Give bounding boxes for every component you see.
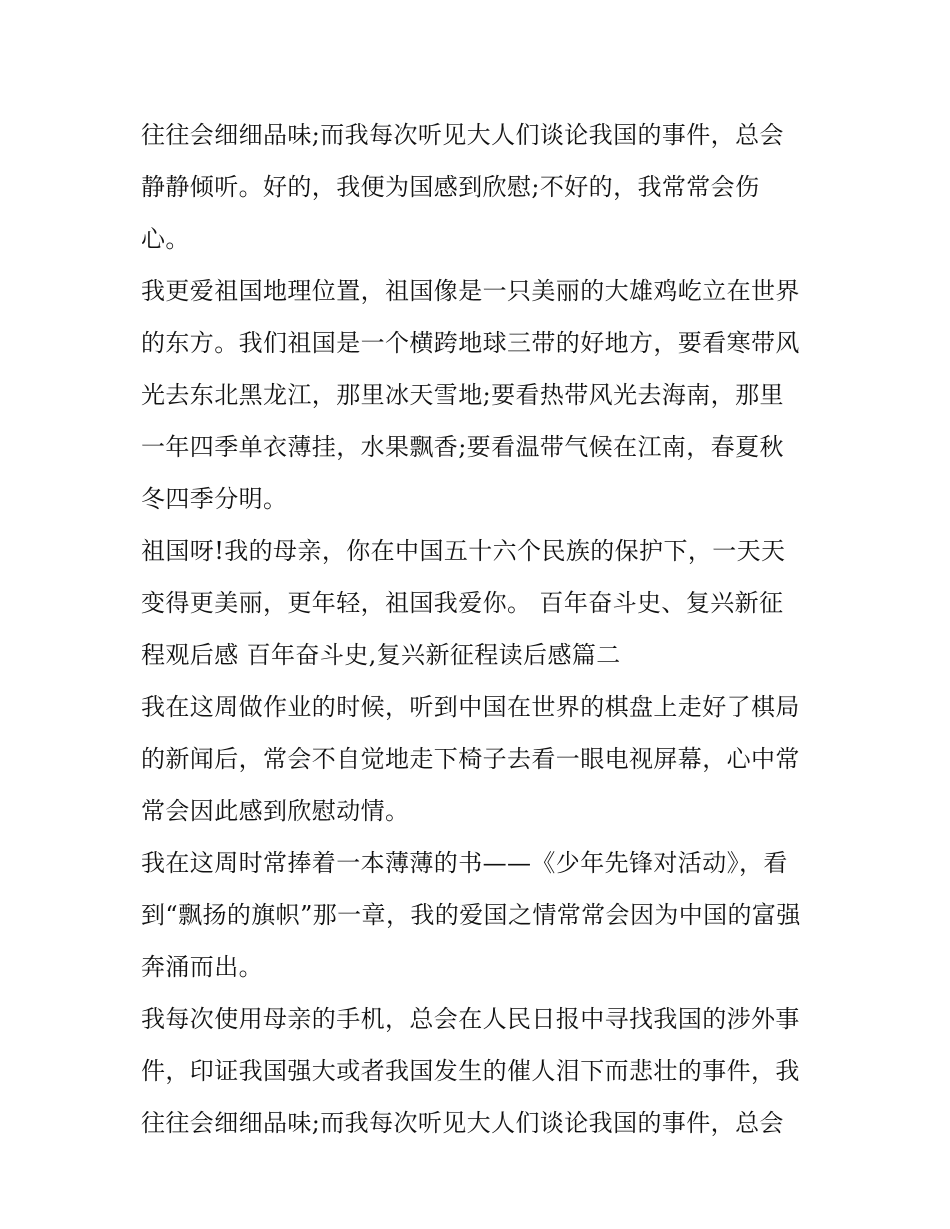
text-line: 程观后感 百年奋斗史,复兴新征程读后感篇二 xyxy=(141,641,621,669)
text-line: 的东方。我们祖国是一个横跨地球三带的好地方，要看寒带风 xyxy=(141,329,800,357)
text-line: 我更爱祖国地理位置，祖国像是一只美丽的大雄鸡屹立在世界 xyxy=(141,277,800,305)
text-line: 冬四季分明。 xyxy=(141,485,288,513)
text-line: 件，印证我国强大或者我国发生的催人泪下而悲壮的事件，我 xyxy=(141,1057,800,1085)
text-line: 变得更美丽，更年轻，祖国我爱你。 百年奋斗史、复兴新征 xyxy=(141,589,784,617)
text-line: 我每次使用母亲的手机，总会在人民日报中寻找我国的涉外事 xyxy=(141,1005,800,1033)
text-line: 祖国呀!我的母亲，你在中国五十六个民族的保护下，一天天 xyxy=(141,537,786,565)
text-line: 的新闻后，常会不自觉地走下椅子去看一眼电视屏幕，心中常 xyxy=(141,745,800,773)
text-line: 光去东北黑龙江，那里冰天雪地;要看热带风光去海南，那里 xyxy=(141,381,784,409)
text-line: 往往会细细品味;而我每次听见大人们谈论我国的事件，总会 xyxy=(141,1109,784,1137)
text-line: 心。 xyxy=(141,225,190,253)
document-body xyxy=(141,109,831,1149)
text-line: 奔涌而出。 xyxy=(141,953,263,981)
text-line: 往往会细细品味;而我每次听见大人们谈论我国的事件，总会 xyxy=(141,121,784,149)
text-line: 静静倾听。好的，我便为国感到欣慰;不好的，我常常会伤 xyxy=(141,173,760,201)
text-line: 我在这周时常捧着一本薄薄的书——《少年先锋对活动》，看 xyxy=(141,849,788,877)
text-line: 一年四季单衣薄挂，水果飘香;要看温带气候在江南，春夏秋 xyxy=(141,433,784,461)
text-line: 常会因此感到欣慰动情。 xyxy=(141,797,410,825)
text-line: 我在这周做作业的时候，听到中国在世界的棋盘上走好了棋局 xyxy=(141,693,800,721)
text-line: 到“飘扬的旗帜”那一章，我的爱国之情常常会因为中国的富强 xyxy=(141,901,801,929)
